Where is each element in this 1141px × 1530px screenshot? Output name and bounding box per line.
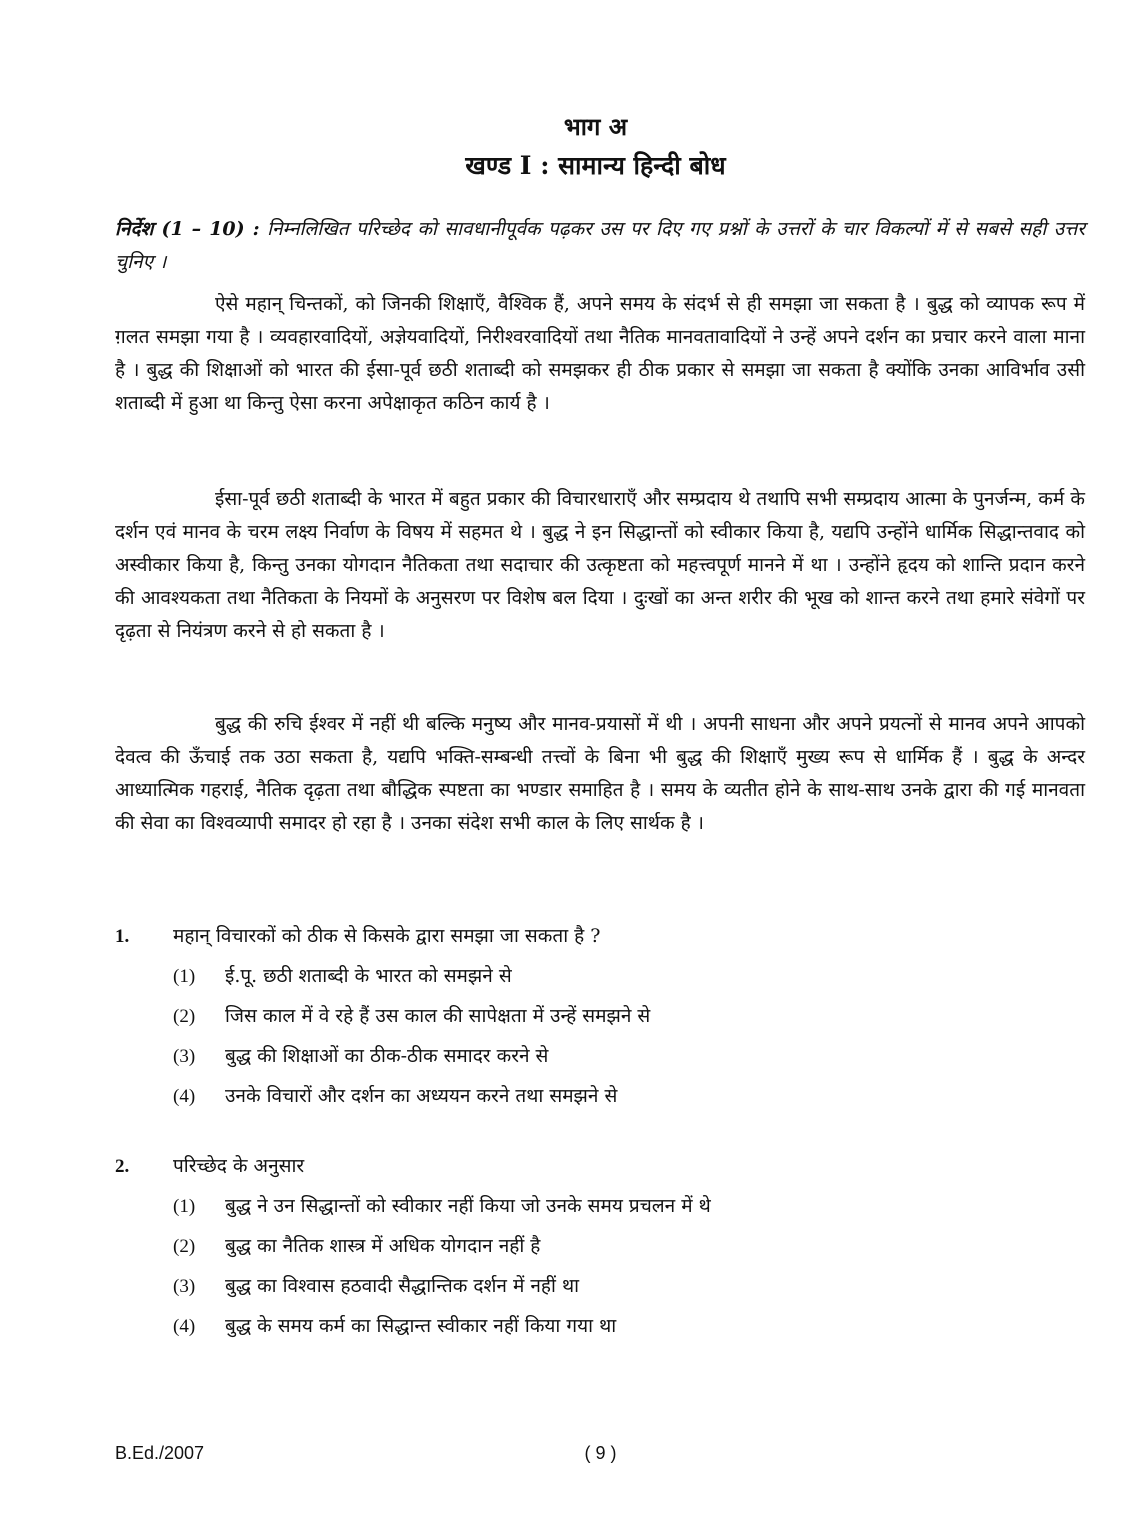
option-text: बुद्ध ने उन सिद्धान्तों को स्वीकार नहीं किया जो उनके समय प्रचलन में थे <box>225 1195 711 1217</box>
option <box>115 1272 1085 1312</box>
option <box>115 1042 1085 1082</box>
option-number: (4) <box>173 1086 196 1107</box>
part-title: भाग अ <box>563 112 628 141</box>
page-number: ( 9 ) <box>584 1443 617 1463</box>
option-number: (3) <box>173 1046 196 1067</box>
option-text: ई.पू. छठी शताब्दी के भारत को समझने से <box>225 965 512 987</box>
option-text: बुद्ध के समय कर्म का सिद्धान्त स्वीकार नहीं किया गया था <box>225 1315 617 1337</box>
paper-code: B.Ed./2007 <box>115 1443 205 1463</box>
option-text: उनके विचारों और दर्शन का अध्ययन करने तथा समझने से <box>225 1085 618 1107</box>
option-number: (3) <box>173 1276 196 1297</box>
option-number: (2) <box>173 1236 196 1257</box>
option <box>115 962 1085 1002</box>
option <box>115 1312 1085 1352</box>
option-number: (2) <box>173 1006 196 1027</box>
option <box>115 1082 1085 1122</box>
question-1 <box>115 922 1085 1122</box>
instruction <box>115 213 1085 279</box>
question-text: परिच्छेद के अनुसार <box>173 1155 305 1177</box>
option <box>115 1192 1085 1232</box>
option <box>115 1232 1085 1272</box>
question-2 <box>115 1152 1085 1352</box>
instruction-label: निर्देश (1 – 10) : <box>115 218 260 240</box>
question-number: 2. <box>115 1156 130 1177</box>
option-number: (4) <box>173 1316 196 1337</box>
option <box>115 1002 1085 1042</box>
option-text: बुद्ध का विश्वास हठवादी सैद्धान्तिक दर्शन में नहीं था <box>225 1275 580 1297</box>
option-number: (1) <box>173 1196 196 1217</box>
option-text: जिस काल में वे रहे हैं उस काल की सापेक्षता में उन्हें समझने से <box>225 1005 651 1027</box>
instruction-text: निम्नलिखित परिच्छेद को सावधानीपूर्वक पढ़कर उस पर दिए गए प्रश्नों के उत्तरों के चार विकल्पों में से सबसे सही उत्तर चुनिए । <box>115 218 1086 273</box>
option-text: बुद्ध की शिक्षाओं का ठीक-ठीक समादर करने से <box>225 1045 549 1067</box>
section-title: खण्ड I : सामान्य हिन्दी बोध <box>465 151 726 180</box>
option-number: (1) <box>173 966 196 987</box>
question-text: महान् विचारकों को ठीक से किसके द्वारा समझा जा सकता है ? <box>173 925 601 947</box>
passage-paragraph-3: बुद्ध की रुचि ईश्वर में नहीं थी बल्कि मनुष्य और मानव-प्रयासों में थी । अपनी साधना और अपने प्रयत्नों से मानव अपने आपको देवत्व की ऊँचाई तक उठा सकता है, यद्यपि भक्ति-सम्बन्धी तत्त्वों के बिना भी बुद्ध की शिक्षाएँ मुख्य रूप से धार्मिक हैं । बुद्ध के अन्दर आध्यात्मिक गहराई, नैतिक दृढ़ता तथा बौद्धिक स्पष्टता का भण्डार समाहित है । समय के व्यतीत होने के साथ-साथ उनके द्वारा की गई मानवता की सेवा का विश्वव्यापी समादर हो रहा है । उनका संदेश सभी काल के लिए सार्थक है । <box>115 713 1085 834</box>
question-number: 1. <box>115 926 130 947</box>
passage-paragraph-2: ईसा-पूर्व छठी शताब्दी के भारत में बहुत प्रकार की विचारधाराएँ और सम्प्रदाय थे तथापि सभी सम्प्रदाय आत्मा के पुनर्जन्म, कर्म के दर्शन एवं मानव के चरम लक्ष्य निर्वाण के विषय में सहमत थे । बुद्ध ने इन सिद्धान्तों को स्वीकार किया है, यद्यपि उन्होंने धार्मिक सिद्धान्तवाद को अस्वीकार किया है, किन्तु उनका योगदान नैतिकता तथा सदाचार की उत्कृष्टता को महत्त्वपूर्ण मानने में था । उन्होंने हृदय को शान्ति प्रदान करने की आवश्यकता तथा नैतिकता के नियमों के अनुसरण पर विशेष बल दिया । दुःखों का अन्त शरीर की भूख को शान्त करने तथा हमारे संवेगों पर दृढ़ता से नियंत्रण करने से हो सकता है । <box>115 488 1085 642</box>
option-text: बुद्ध का नैतिक शास्त्र में अधिक योगदान नहीं है <box>225 1235 541 1257</box>
passage-paragraph-1: ऐसे महान् चिन्तकों, को जिनकी शिक्षाएँ, वैश्विक हैं, अपने समय के संदर्भ से ही समझा जा सकता है । बुद्ध को व्यापक रूप में ग़लत समझा गया है । व्यवहारवादियों, अज्ञेयवादियों, निरीश्वरवादियों तथा नैतिक मानवतावादियों ने उन्हें अपने दर्शन का प्रचार करने वाला माना है । बुद्ध की शिक्षाओं को भारत की ईसा-पूर्व छठी शताब्दी को समझकर ही ठीक प्रकार से समझा जा सकता है क्योंकि उनका आविर्भाव उसी शताब्दी में हुआ था किन्तु ऐसा करना अपेक्षाकृत कठिन कार्य है । <box>115 293 1085 414</box>
